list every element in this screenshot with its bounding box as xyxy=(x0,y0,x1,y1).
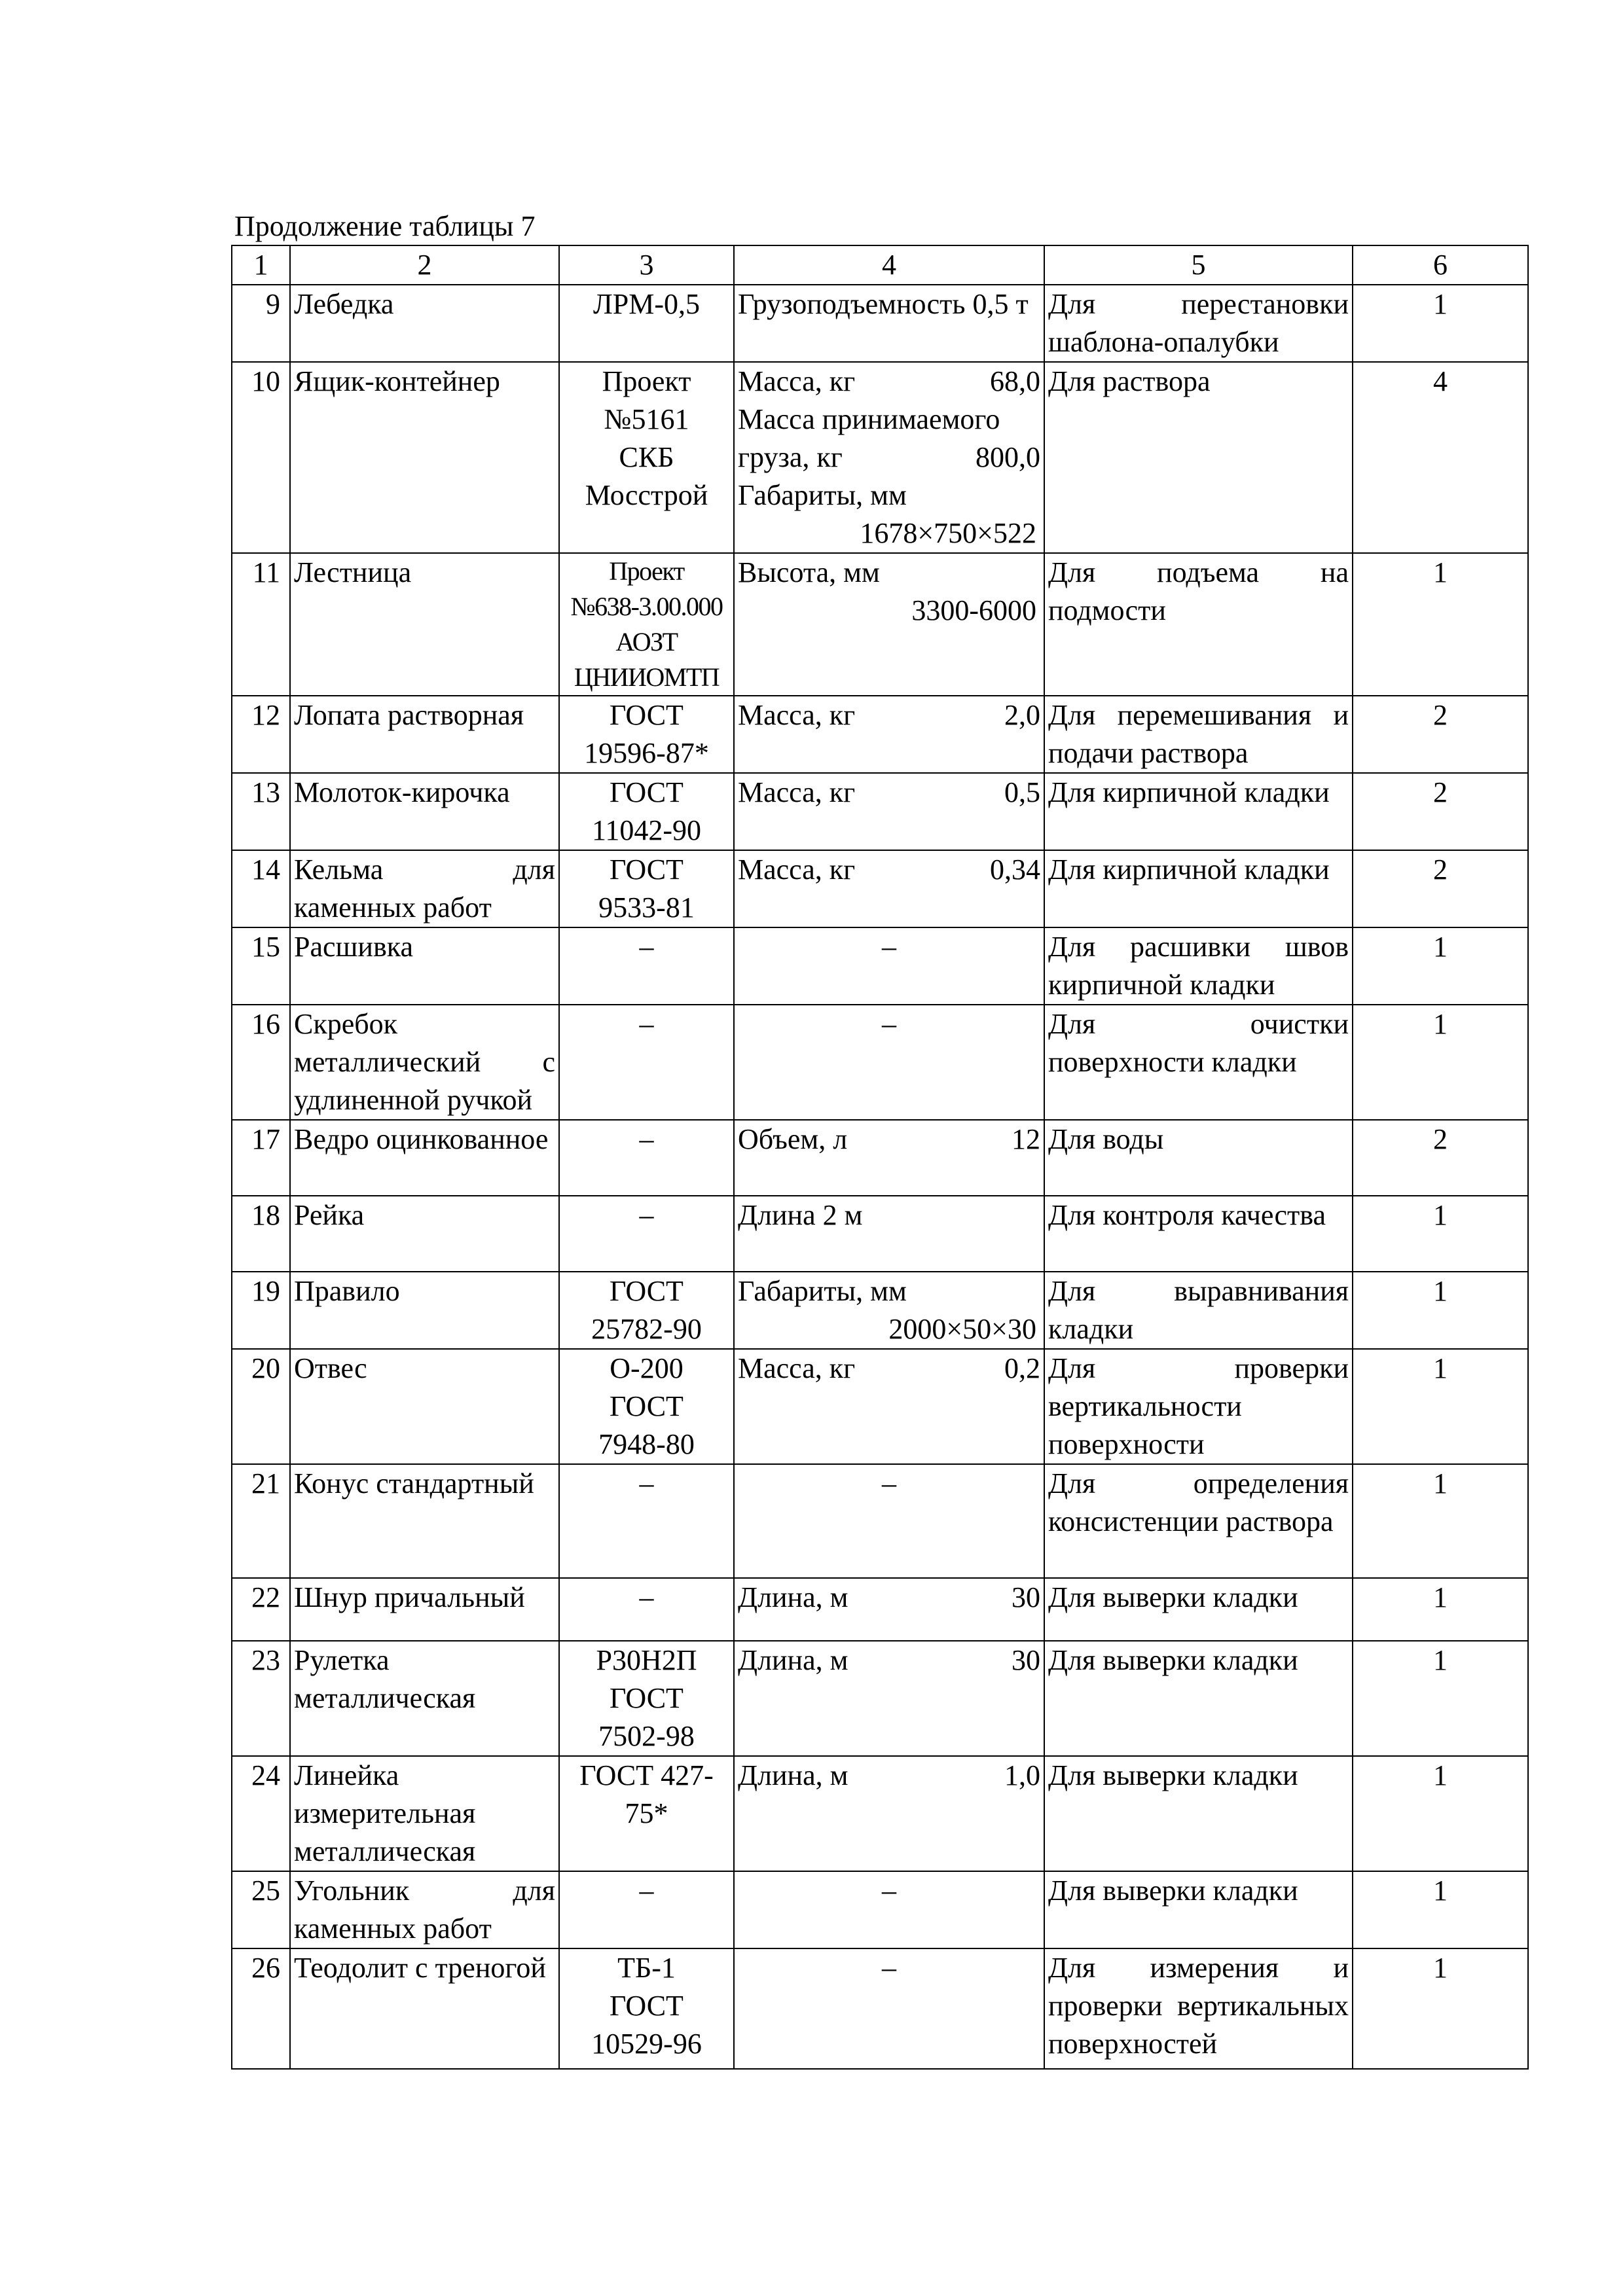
standard-line: №5161 xyxy=(604,403,689,435)
standard-line: – xyxy=(639,1123,654,1155)
standard-line: ГОСТ 427- xyxy=(579,1759,714,1791)
standard-cell xyxy=(559,850,734,927)
standard-cell xyxy=(559,1871,734,1948)
standard-line: – xyxy=(639,1581,654,1613)
row-number: 14 xyxy=(232,850,290,927)
quantity-cell: 1 xyxy=(1353,927,1528,1005)
table-row xyxy=(232,362,1528,553)
standard-line: 11042-90 xyxy=(591,814,702,846)
table-row xyxy=(232,696,1528,773)
row-number: 13 xyxy=(232,773,290,850)
quantity-cell: 1 xyxy=(1353,1196,1528,1272)
header-cell: 6 xyxy=(1353,245,1528,285)
spec-value: 0,5 xyxy=(1004,776,1040,808)
spec-value: 2000×50×30 xyxy=(888,1313,1036,1345)
standard-line: ГОСТ xyxy=(610,776,684,808)
purpose-cell: Для выравнивания кладки xyxy=(1044,1272,1353,1349)
header-cell: 5 xyxy=(1044,245,1353,285)
specs-cell xyxy=(734,696,1044,773)
table-row xyxy=(232,1641,1528,1756)
table-row xyxy=(232,1871,1528,1948)
header-row xyxy=(232,245,1528,285)
specs-cell xyxy=(734,1641,1044,1756)
standard-line: СКБ xyxy=(619,441,674,473)
purpose-cell: Для перемешивания и подачи раствора xyxy=(1044,696,1353,773)
standard-line: ГОСТ xyxy=(610,1390,684,1422)
spec-label: Длина, м xyxy=(738,1644,848,1676)
standard-cell xyxy=(559,1272,734,1349)
quantity-cell: 1 xyxy=(1353,1756,1528,1871)
spec-dash: – xyxy=(882,1467,896,1499)
standard-line: Проект xyxy=(609,556,684,586)
spec-dash: – xyxy=(882,1874,896,1907)
table-row xyxy=(232,927,1528,1005)
purpose-cell: Для определения консистенции раствора xyxy=(1044,1464,1353,1578)
spec-label: Габариты, мм xyxy=(738,1275,907,1307)
specs-cell xyxy=(734,850,1044,927)
spec-label: Масса, кг xyxy=(738,1352,856,1384)
spec-value: 30 xyxy=(1012,1644,1040,1676)
table-row xyxy=(232,1948,1528,2069)
quantity-cell: 1 xyxy=(1353,1005,1528,1120)
header-cell: 4 xyxy=(734,245,1044,285)
standard-cell xyxy=(559,1756,734,1871)
standard-cell xyxy=(559,1349,734,1464)
equipment-table xyxy=(231,245,1529,2070)
spec-line xyxy=(738,554,1040,592)
table-row xyxy=(232,1756,1528,1871)
spec-dash: – xyxy=(882,931,896,963)
spec-line xyxy=(738,476,1040,514)
spec-dash: – xyxy=(882,1952,896,1984)
specs-cell xyxy=(734,362,1044,553)
spec-line xyxy=(738,1272,1040,1310)
equipment-name: Кельма для каменных работ xyxy=(290,850,559,927)
spec-line xyxy=(738,401,1040,439)
spec-label: Длина, м xyxy=(738,1759,848,1791)
spec-value: 0,34 xyxy=(990,853,1040,886)
spec-value: 0,2 xyxy=(1004,1352,1040,1384)
specs-cell xyxy=(734,1120,1044,1196)
purpose-cell: Для контроля качества xyxy=(1044,1196,1353,1272)
equipment-name: Молоток-кирочка xyxy=(290,773,559,850)
standard-line: – xyxy=(639,1199,654,1231)
equipment-name: Лопата растворная xyxy=(290,696,559,773)
equipment-name: Угольник для каменных работ xyxy=(290,1871,559,1948)
table-row xyxy=(232,1272,1528,1349)
equipment-name: Конус стандартный xyxy=(290,1464,559,1578)
standard-cell xyxy=(559,773,734,850)
row-number: 11 xyxy=(232,553,290,696)
standard-line: – xyxy=(639,1874,654,1907)
standard-line: ГОСТ xyxy=(610,1275,684,1307)
standard-line: – xyxy=(639,1467,654,1499)
equipment-name: Ведро оцинкованное xyxy=(290,1120,559,1196)
spec-label: Длина 2 м xyxy=(738,1199,863,1231)
standard-line: 9533-81 xyxy=(598,891,695,924)
standard-cell xyxy=(559,285,734,362)
spec-label: Высота, мм xyxy=(738,556,880,588)
specs-cell xyxy=(734,553,1044,696)
spec-label: Масса, кг xyxy=(738,699,856,731)
table-row xyxy=(232,1120,1528,1196)
row-number: 21 xyxy=(232,1464,290,1578)
equipment-name: Скребок металлический с удлиненной ручкой xyxy=(290,1005,559,1120)
quantity-cell: 1 xyxy=(1353,1641,1528,1756)
spec-label: Масса, кг xyxy=(738,853,856,886)
equipment-name: Теодолит с треногой xyxy=(290,1948,559,2069)
row-number: 25 xyxy=(232,1871,290,1948)
equipment-name: Рулетка металлическая xyxy=(290,1641,559,1756)
specs-cell xyxy=(734,1196,1044,1272)
quantity-cell: 1 xyxy=(1353,285,1528,362)
purpose-cell: Для измерения и проверки вертикальных поверхностей xyxy=(1044,1948,1353,2069)
specs-cell xyxy=(734,1464,1044,1578)
table-row xyxy=(232,850,1528,927)
quantity-cell: 4 xyxy=(1353,362,1528,553)
row-number: 16 xyxy=(232,1005,290,1120)
spec-line xyxy=(738,285,1040,323)
table-row xyxy=(232,285,1528,362)
spec-label: Масса, кг xyxy=(738,365,856,397)
purpose-cell: Для воды xyxy=(1044,1120,1353,1196)
specs-cell xyxy=(734,1578,1044,1641)
spec-label: Масса принимаемого xyxy=(738,403,1000,435)
specs-cell xyxy=(734,1871,1044,1948)
row-number: 22 xyxy=(232,1578,290,1641)
standard-line: Проект xyxy=(602,365,691,397)
spec-line xyxy=(738,1641,1040,1679)
specs-cell xyxy=(734,1272,1044,1349)
table-row xyxy=(232,553,1528,696)
specs-cell xyxy=(734,773,1044,850)
spec-value: 800,0 xyxy=(976,441,1040,473)
spec-line xyxy=(738,1196,1040,1234)
equipment-name: Лебедка xyxy=(290,285,559,362)
spec-line xyxy=(738,851,1040,889)
standard-cell xyxy=(559,1578,734,1641)
quantity-cell: 1 xyxy=(1353,1349,1528,1464)
specs-cell xyxy=(734,285,1044,362)
purpose-cell: Для выверки кладки xyxy=(1044,1756,1353,1871)
purpose-cell: Для подъема на подмости xyxy=(1044,553,1353,696)
quantity-cell: 1 xyxy=(1353,1948,1528,2069)
specs-cell xyxy=(734,1756,1044,1871)
spec-value: 1,0 xyxy=(1004,1759,1040,1791)
table-row xyxy=(232,773,1528,850)
quantity-cell: 2 xyxy=(1353,1120,1528,1196)
spec-value: 1678×750×522 xyxy=(860,517,1036,549)
quantity-cell: 2 xyxy=(1353,773,1528,850)
spec-label: Длина, м xyxy=(738,1581,848,1613)
purpose-cell: Для выверки кладки xyxy=(1044,1871,1353,1948)
standard-cell xyxy=(559,1196,734,1272)
table-row xyxy=(232,1196,1528,1272)
specs-cell xyxy=(734,1005,1044,1120)
spec-value: 3300-6000 xyxy=(911,594,1036,626)
standard-cell xyxy=(559,1005,734,1120)
standard-cell xyxy=(559,553,734,696)
equipment-name: Шнур причальный xyxy=(290,1578,559,1641)
standard-line: – xyxy=(639,1008,654,1040)
standard-line: ТБ-1 xyxy=(617,1952,676,1984)
standard-line: 25782-90 xyxy=(591,1313,702,1345)
purpose-cell: Для кирпичной кладки xyxy=(1044,773,1353,850)
table-row xyxy=(232,1005,1528,1120)
spec-value: 68,0 xyxy=(990,365,1040,397)
equipment-name: Рейка xyxy=(290,1196,559,1272)
standard-line: №638-3.00.000 xyxy=(570,592,723,621)
standard-line: Мосстрой xyxy=(585,479,708,511)
purpose-cell: Для раствора xyxy=(1044,362,1353,553)
standard-cell xyxy=(559,1464,734,1578)
row-number: 9 xyxy=(232,285,290,362)
standard-line: 7948-80 xyxy=(598,1428,695,1460)
standard-cell xyxy=(559,927,734,1005)
quantity-cell: 1 xyxy=(1353,1871,1528,1948)
standard-line: ЛРМ-0,5 xyxy=(593,288,701,320)
standard-line: ГОСТ xyxy=(610,699,684,731)
standard-line: ГОСТ xyxy=(610,1990,684,2022)
row-number: 20 xyxy=(232,1349,290,1464)
standard-line: О-200 xyxy=(610,1352,684,1384)
standard-line: 10529-96 xyxy=(591,2028,702,2060)
quantity-cell: 1 xyxy=(1353,1464,1528,1578)
spec-line xyxy=(738,774,1040,812)
equipment-name: Лестница xyxy=(290,553,559,696)
specs-cell xyxy=(734,927,1044,1005)
spec-label: Габариты, мм xyxy=(738,479,907,511)
spec-value: 2,0 xyxy=(1004,699,1040,731)
spec-line xyxy=(738,1757,1040,1795)
spec-line xyxy=(738,1121,1040,1158)
row-number: 24 xyxy=(232,1756,290,1871)
spec-line xyxy=(738,363,1040,401)
standard-line: 7502-98 xyxy=(598,1720,695,1752)
standard-line: ГОСТ xyxy=(610,1682,684,1714)
equipment-name: Расшивка xyxy=(290,927,559,1005)
standard-line: АОЗТ xyxy=(615,627,678,656)
standard-line: Р30Н2П xyxy=(596,1644,697,1676)
row-number: 23 xyxy=(232,1641,290,1756)
standard-line: 75* xyxy=(625,1797,668,1829)
quantity-cell: 2 xyxy=(1353,850,1528,927)
spec-value: 12 xyxy=(1012,1123,1040,1155)
quantity-cell: 2 xyxy=(1353,696,1528,773)
standard-cell xyxy=(559,1948,734,2069)
row-number: 26 xyxy=(232,1948,290,2069)
standard-line: ГОСТ xyxy=(610,853,684,886)
quantity-cell: 1 xyxy=(1353,553,1528,696)
spec-line xyxy=(738,1350,1040,1388)
row-number: 12 xyxy=(232,696,290,773)
quantity-cell: 1 xyxy=(1353,1272,1528,1349)
spec-dash: – xyxy=(882,1008,896,1040)
specs-cell xyxy=(734,1349,1044,1464)
header-cell: 3 xyxy=(559,245,734,285)
standard-line: – xyxy=(639,931,654,963)
purpose-cell: Для выверки кладки xyxy=(1044,1578,1353,1641)
row-number: 19 xyxy=(232,1272,290,1349)
purpose-cell: Для проверки вертикальности поверхности xyxy=(1044,1349,1353,1464)
standard-cell xyxy=(559,1120,734,1196)
equipment-name: Линейка измерительная металлическая xyxy=(290,1756,559,1871)
spec-label: груза, кг xyxy=(738,441,843,473)
quantity-cell: 1 xyxy=(1353,1578,1528,1641)
table-row xyxy=(232,1464,1528,1578)
spec-line xyxy=(738,696,1040,734)
spec-line xyxy=(738,439,1040,476)
spec-label: Объем, л xyxy=(738,1123,848,1155)
row-number: 18 xyxy=(232,1196,290,1272)
purpose-cell: Для кирпичной кладки xyxy=(1044,850,1353,927)
standard-line: 19596-87* xyxy=(584,737,709,769)
spec-line xyxy=(738,1579,1040,1617)
spec-label: Масса, кг xyxy=(738,776,856,808)
equipment-name: Ящик-контейнер xyxy=(290,362,559,553)
standard-line: ЦНИИОМТП xyxy=(574,662,720,692)
header-cell: 2 xyxy=(290,245,559,285)
standard-cell xyxy=(559,1641,734,1756)
equipment-name: Отвес xyxy=(290,1349,559,1464)
row-number: 17 xyxy=(232,1120,290,1196)
purpose-cell: Для очистки поверхности кладки xyxy=(1044,1005,1353,1120)
spec-label: Грузоподъемность 0,5 т xyxy=(738,288,1029,320)
purpose-cell: Для перестановки шаблона-опалубки xyxy=(1044,285,1353,362)
spec-value: 30 xyxy=(1012,1581,1040,1613)
row-number: 10 xyxy=(232,362,290,553)
header-cell: 1 xyxy=(232,245,290,285)
purpose-cell: Для выверки кладки xyxy=(1044,1641,1353,1756)
table-row xyxy=(232,1578,1528,1641)
purpose-cell: Для расшивки швов кирпичной кладки xyxy=(1044,927,1353,1005)
table-row xyxy=(232,1349,1528,1464)
row-number: 15 xyxy=(232,927,290,1005)
standard-cell xyxy=(559,696,734,773)
equipment-name: Правило xyxy=(290,1272,559,1349)
standard-cell xyxy=(559,362,734,553)
specs-cell xyxy=(734,1948,1044,2069)
table-caption: Продолжение таблицы 7 xyxy=(234,210,536,242)
